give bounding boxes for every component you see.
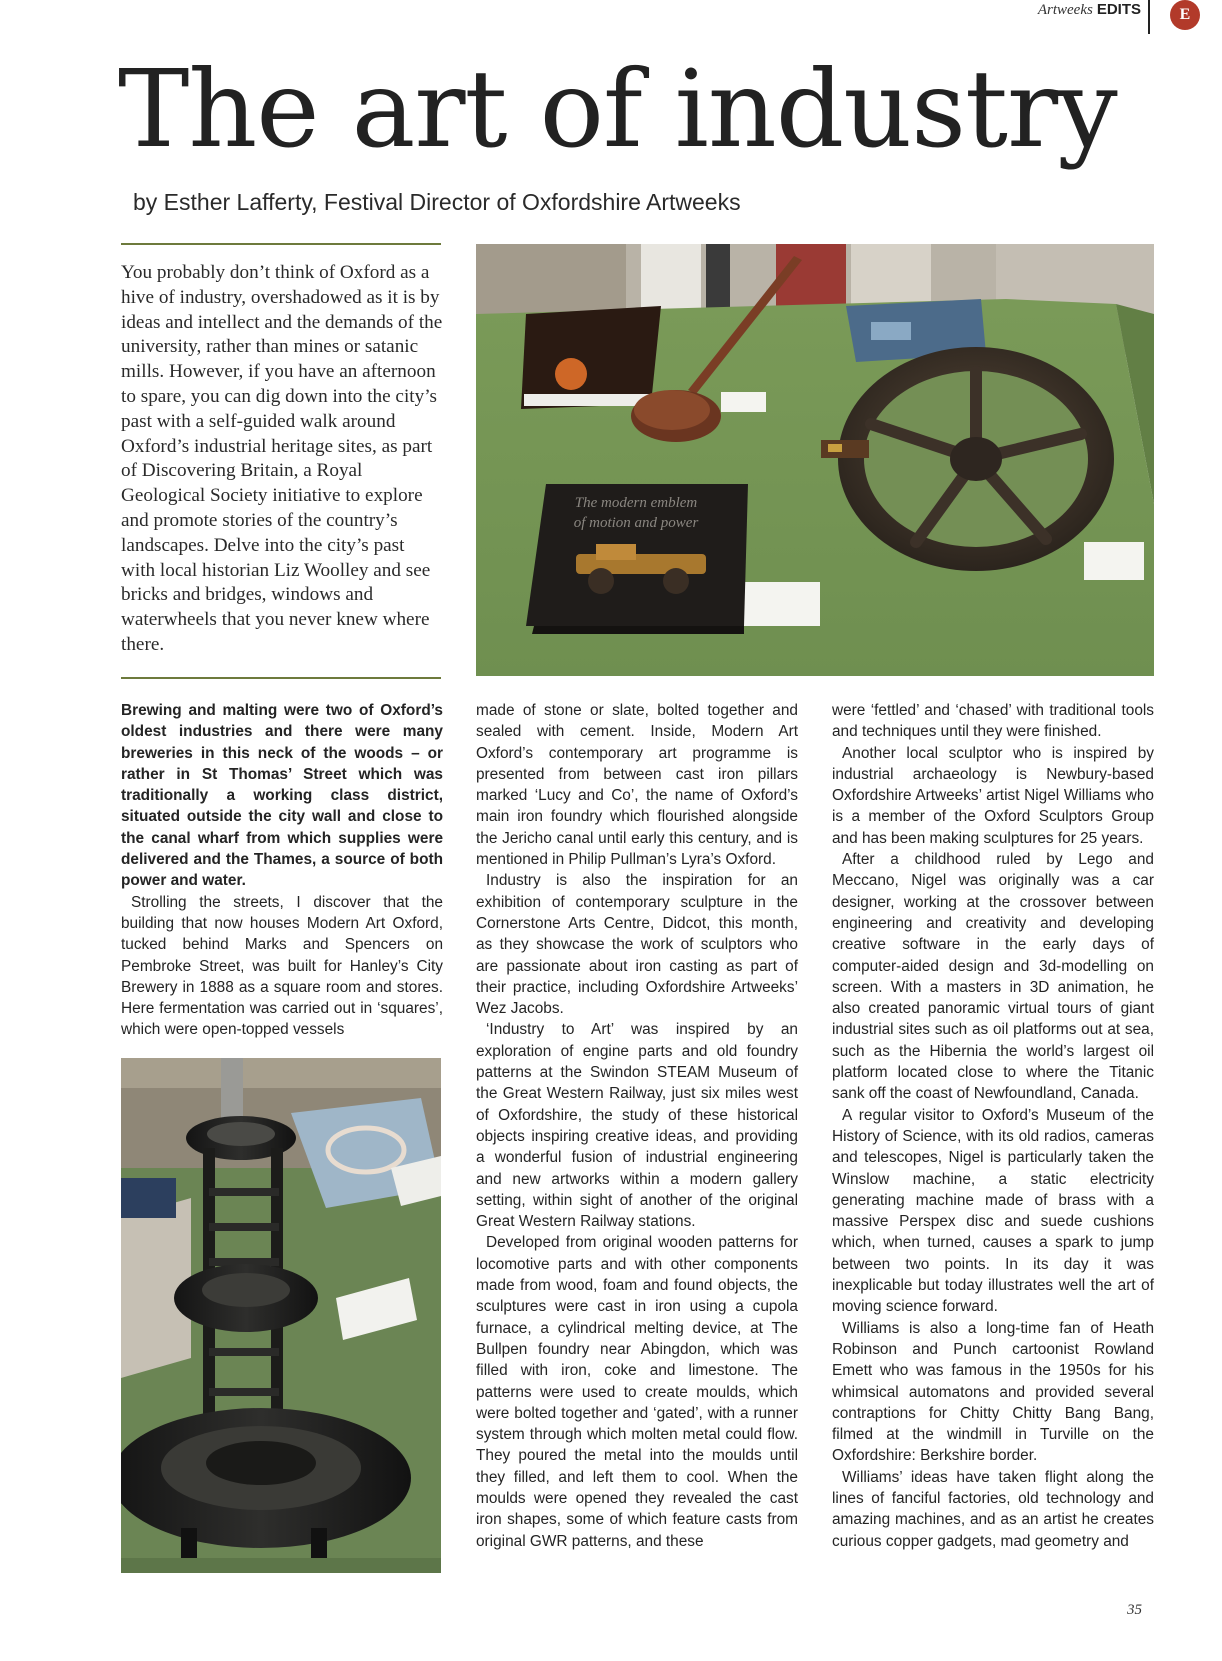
article-title: The art of industry (118, 48, 1117, 172)
body-paragraph: Williams is also a long-time fan of Heath Robinson and Punch cartoonist Rowland Emett who was famous in the 1950s for his whimsical automatons and provided several contraptions for Chitty Chitty Bang Bang, filmed at the windmill in Turville on the Oxfordshire: Berkshire border. (832, 1319, 1154, 1465)
body-paragraph: Another local sculptor who is inspired by industrial archaeology is Newbury-based Oxfordshire Artweeks’ artist Nigel Williams who is a member of the Oxford Sculptors Group and has been making sculptures for 25 years. (832, 744, 1154, 847)
sculpture-photo-bottom (121, 1058, 441, 1573)
exhibition-photo-top (476, 244, 1154, 676)
section-badge: E (1170, 0, 1200, 30)
header-divider (1148, 0, 1150, 34)
article-column-2 (476, 700, 798, 1552)
intro-top-rule (121, 243, 441, 245)
body-paragraph: Developed from original wooden patterns for locomotive parts and with other components made from wood, foam and found objects, the sculptures were cast in iron using a cupola furnace, a cylindrical melting device, at The Bullpen foundry near Abingdon, which was filled with iron, coke and limestone. The patterns were used to create moulds, which were bolted together and ‘gated’, with a runner system through which molten metal could flow. They poured the metal into the moulds until they filled, and left them to cool. When the moulds were opened they revealed the cast iron shapes, some of which feature casts from original GWR patterns, and these (476, 1234, 798, 1550)
body-paragraph: A regular visitor to Oxford’s Museum of the History of Science, with its old radios, cameras and telescopes, Nigel is particularly taken the Winslow machine, a static electricity generating machine made of brass with a massive Perspex disc and suede cushions which, when turned, causes a spark to jump between two points. In its day it was inexplicable but today illustrates well the art of moving science forward. (832, 1106, 1154, 1316)
body-paragraph: Industry is also the inspiration for an exhibition of contemporary sculpture in the Cornerstone Arts Centre, Didcot, this month, as they showcase the work of sculptors who are passionate about iron casting as part of their practice, including Oxfordshire Artweeks’ Wez Jacobs. (476, 872, 798, 1018)
article-byline: by Esther Lafferty, Festival Director of Oxfordshire Artweeks (133, 189, 741, 215)
body-paragraph: After a childhood ruled by Lego and Meccano, Nigel was originally was a car designer, working at the crossover between engineering and creativity and developing creative software in the early days of computer-aided design and 3d-modelling on screen. With a masters in 3D animation, he also created panoramic virtual tours of giant industrial sites such as oil platforms out at sea, such as the Hibernia the world’s largest oil platform located close to where the Titanic sank off the coast of Newfoundland, Canada. (832, 851, 1154, 1103)
intro-paragraph: You probably don’t think of Oxford as a hive of industry, overshadowed as it is by ideas and intellect and the demands of the university, rather than mines or satanic mills. However, if you have an afternoon to spare, you can dig down into the city’s past with a self-guided walk around Oxford’s industrial heritage sites, as part of Discovering Britain, a Royal Geological Society initiative to explore and promote stories of the country’s landscapes. Delve into the city’s past with local historian Liz Woolley and see bricks and bridges, windows and waterwheels that you never knew where there. (121, 262, 443, 655)
section-name-italic: Artweeks (1037, 2, 1093, 18)
body-paragraph: made of stone or slate, bolted together and sealed with cement. Inside, Modern Art Oxford’s contemporary art programme is presented from between cast iron pillars marked ‘Lucy and Co’, the name of Oxford’s main iron foundry which flourished alongside the Jericho canal until early this century, and is mentioned in Philip Pullman’s Lyra’s Oxford. (476, 702, 798, 869)
plaque-text-line1: The modern emblem (574, 495, 698, 511)
body-paragraph: ‘Industry to Art’ was inspired by an exploration of engine parts and old foundry patterns at the Swindon STEAM Museum of the Great Western Railway, just six miles west of Oxfordshire, the study of these historical objects inspiring creative ideas, and providing a wonderful fusion of industrial engineering and new artworks within a modern gallery setting, within sight of another of the original Great Western Railway stations. (476, 1021, 798, 1231)
body-paragraph: Williams’ ideas have taken flight along the lines of fanciful factories, old technology and amazing machines, and as an artist he creates curious copper gadgets, mad geometry and (832, 1468, 1154, 1550)
body-paragraph: were ‘fettled’ and ‘chased’ with traditional tools and techniques until they were finished. (832, 702, 1154, 741)
plaque-text-line2: of motion and power (573, 515, 699, 531)
section-name-bold: EDITS (1096, 1, 1141, 18)
intro-bottom-rule (121, 677, 441, 679)
lead-paragraph: Brewing and malting were two of Oxford’s oldest industries and there were many breweries in this neck of the woods – or rather in St Thomas’ Street which was traditionally a working class district, situated outside the city wall and close to the canal wharf from which supplies were delivered and the Thames, a source of both power and water. (121, 702, 443, 890)
page-number: 35 (1127, 1602, 1142, 1618)
body-paragraph: Strolling the streets, I discover that the building that now houses Modern Art Oxford, tucked behind Marks and Spencers on Pembroke Street, was built for Hanley’s City Brewery in 1888 as a square room and stores. Here fermentation was carried out in ‘squares’, which were open-topped vessels (121, 893, 443, 1039)
running-header (1038, 0, 1150, 36)
article-column-3 (832, 700, 1154, 1552)
article-column-1 (121, 700, 443, 1041)
